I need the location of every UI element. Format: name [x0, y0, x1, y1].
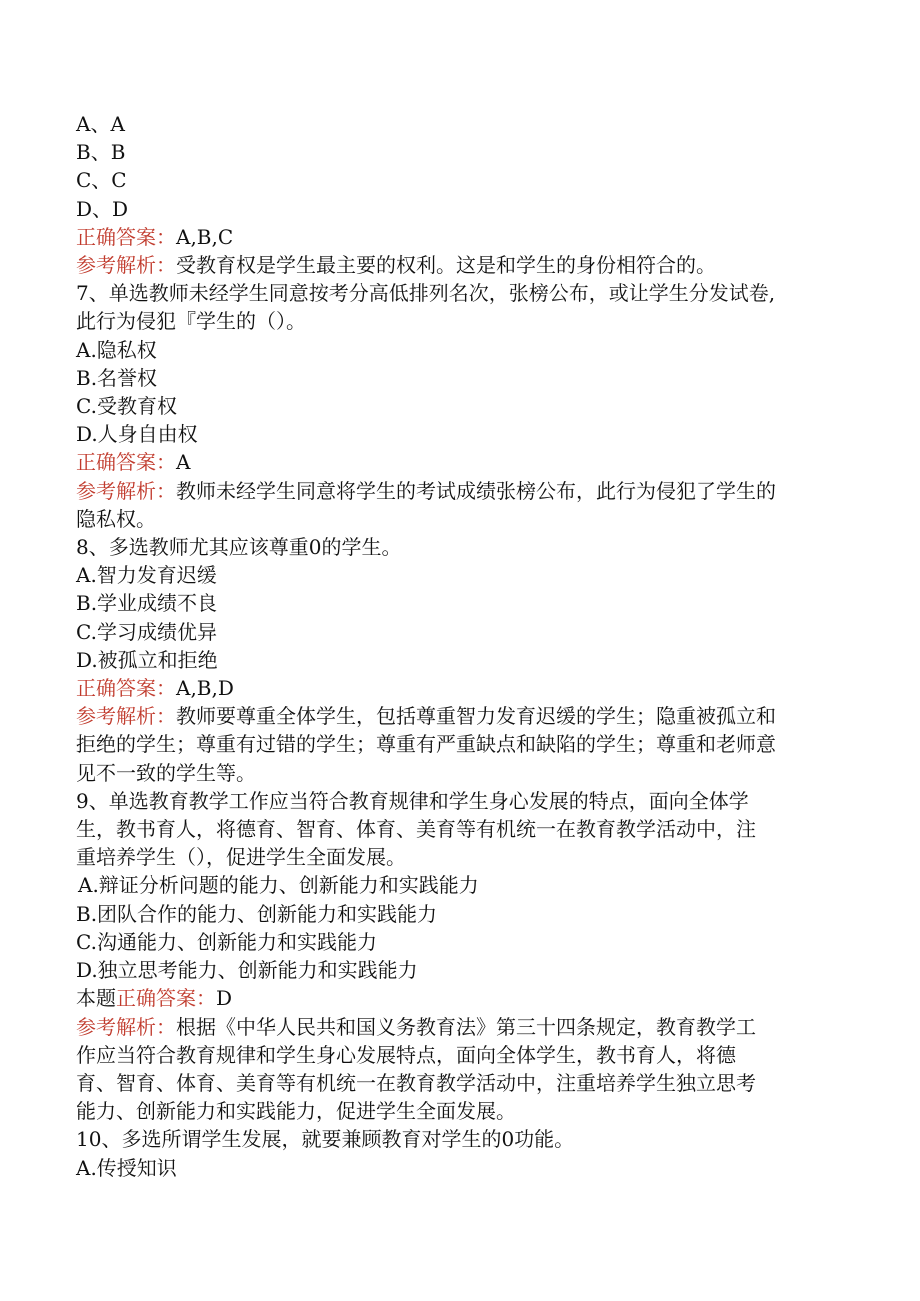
analysis-text: 根据《中华人民共和国义务教育法》第三十四条规定，教育教学工	[176, 1014, 756, 1039]
answer-label: 正确答案：	[76, 224, 176, 249]
q9-option-d: D.独立思考能力、创新能力和实践能力	[76, 958, 418, 983]
q7-option-d: D.人身自由权	[76, 422, 198, 447]
q7-analysis-line-1	[76, 477, 846, 505]
q7-analysis-line-2: 隐私权。	[76, 506, 156, 531]
q8-option-a: A.智力发育迟缓	[76, 563, 217, 588]
q9-stem-line-1: 9、单选教育教学工作应当符合教育规律和学生身心发展的特点，面向全体学	[76, 788, 749, 813]
answer-prefix: 本题	[76, 986, 116, 1011]
document-content	[76, 110, 846, 1182]
q8-option-d: D.被孤立和拒绝	[76, 647, 218, 672]
q7-option-c: C.受教育权	[76, 394, 177, 419]
q8-answer	[76, 674, 846, 702]
q9-option-c: C.沟通能力、创新能力和实践能力	[76, 929, 377, 954]
answer-value: A,B,C	[176, 224, 234, 249]
q7-option-a: A.隐私权	[76, 337, 157, 362]
q8-analysis-line-3: 见不一致的学生等。	[76, 760, 256, 785]
q6-option-c: C、C	[76, 168, 127, 193]
answer-label: 正确答案：	[76, 450, 176, 475]
analysis-text: 受教育权是学生最主要的权利。这是和学生的身份相符合的。	[176, 253, 716, 278]
q8-analysis-line-1	[76, 702, 846, 730]
analysis-label: 参考解析：	[76, 1014, 176, 1039]
q8-option-b: B.学业成绩不良	[76, 591, 218, 616]
q9-stem-line-3: 重培养学生（），促进学生全面发展。	[76, 845, 406, 870]
q8-stem: 8、多选教师尤其应该尊重0的学生。	[76, 535, 402, 560]
answer-value: A,B,D	[176, 676, 234, 701]
q9-analysis-line-4: 能力、创新能力和实践能力，促进学生全面发展。	[76, 1099, 516, 1124]
analysis-label: 参考解析：	[76, 704, 176, 729]
q6-option-d: D、D	[76, 196, 129, 221]
q6-answer	[76, 223, 846, 251]
analysis-text: 教师要尊重全体学生，包括尊重智力发育迟缓的学生；隐重被孤立和	[176, 704, 776, 729]
analysis-label: 参考解析：	[76, 253, 176, 278]
q9-stem-line-2: 生，教书育人，将德育、智育、体育、美育等有机统一在教育教学活动中，注	[76, 817, 756, 842]
answer-value: D	[216, 986, 233, 1011]
q9-option-a: A.辩证分析问题的能力、创新能力和实践能力	[78, 873, 479, 898]
q7-option-b: B.名誉权	[76, 365, 158, 390]
analysis-label: 参考解析：	[76, 478, 176, 503]
q7-answer	[76, 448, 846, 476]
q8-option-c: C.学习成绩优异	[76, 619, 217, 644]
q7-stem-line-1: 7、单选教师未经学生同意按考分高低排列名次，张榜公布，或让学生分发试卷,	[76, 281, 776, 306]
answer-value: A	[176, 450, 191, 475]
q7-stem-line-2: 此行为侵犯『学生的（）。	[76, 309, 306, 334]
q9-analysis-line-2: 作应当符合教育规律和学生身心发展特点，面向全体学生，教书育人，将德	[76, 1042, 736, 1067]
q9-analysis-line-3: 育、智育、体育、美育等有机统一在教育教学活动中，注重培养学生独立思考	[76, 1070, 756, 1095]
q9-option-b: B.团队合作的能力、创新能力和实践能力	[76, 901, 438, 926]
q9-answer	[76, 984, 846, 1012]
q9-analysis-line-1	[76, 1013, 846, 1041]
analysis-text: 教师未经学生同意将学生的考试成绩张榜公布，此行为侵犯了学生的	[176, 478, 776, 503]
q10-stem: 10、多选所谓学生发展，就要兼顾教育对学生的0功能。	[76, 1127, 575, 1152]
answer-label: 正确答案：	[76, 676, 176, 701]
q6-option-b: B、B	[76, 140, 126, 165]
answer-label: 正确答案：	[116, 986, 216, 1011]
q6-analysis	[76, 251, 846, 279]
q8-analysis-line-2: 拒绝的学生；尊重有过错的学生；尊重有严重缺点和缺陷的学生；尊重和老师意	[76, 732, 776, 757]
q6-option-a: A、A	[76, 112, 125, 136]
q10-option-a: A.传授知识	[76, 1155, 177, 1180]
